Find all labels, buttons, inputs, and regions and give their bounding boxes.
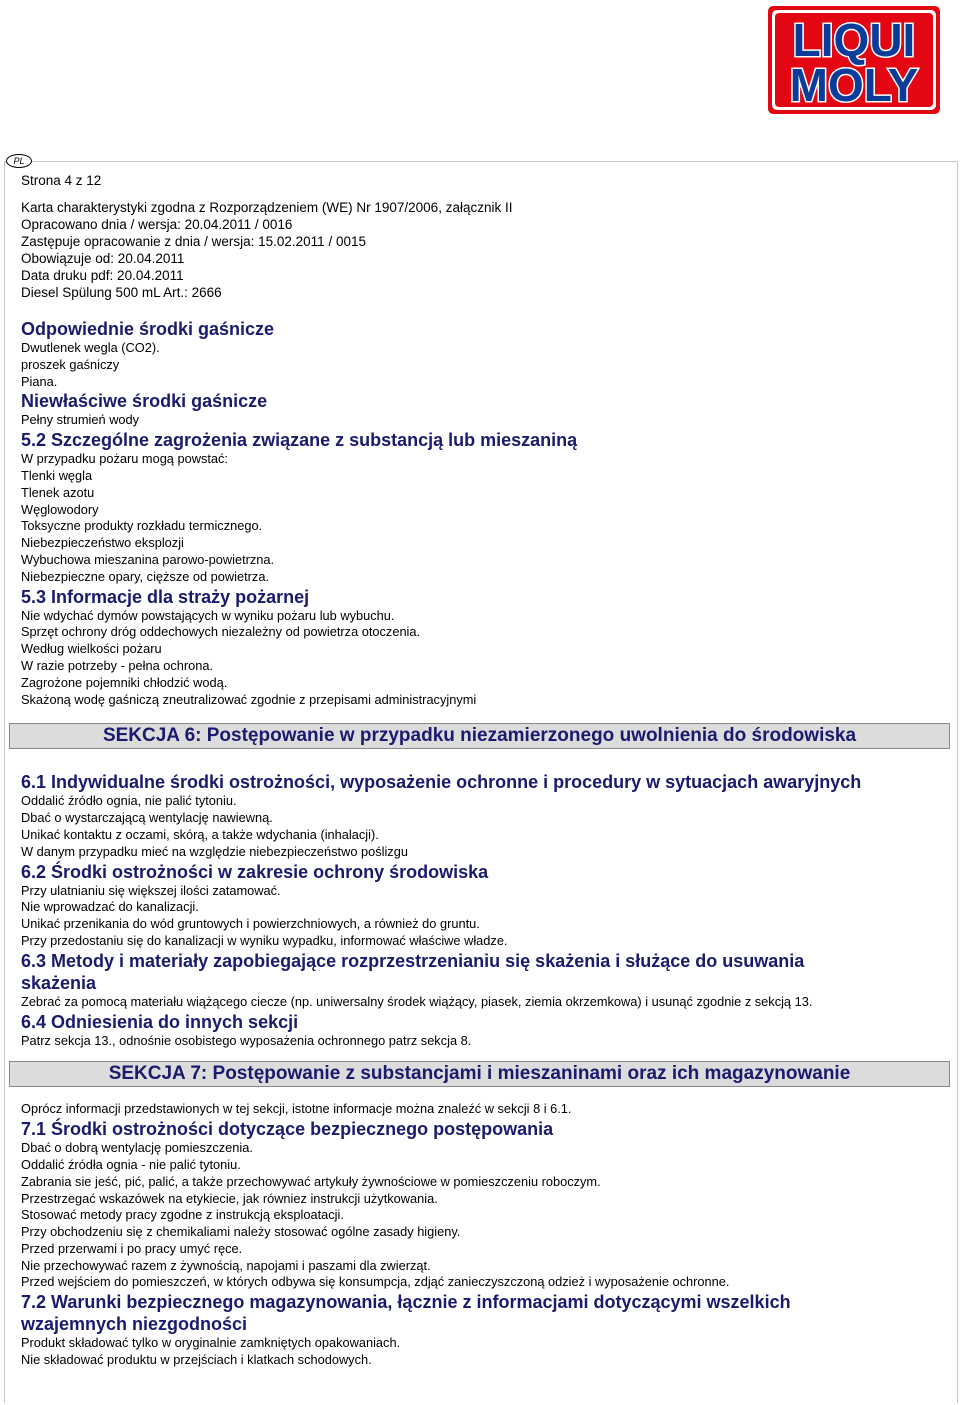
logo-text-moly: MOLY	[789, 59, 919, 111]
heading-5-2: 5.2 Szczególne zagrożenia związane z substancją lub mieszaniną	[21, 430, 578, 451]
heading-6-3-cont: skażenia	[21, 972, 97, 993]
replaces-version: Zastępuje opracowanie z dnia / wersja: 15.02.2011 / 0015	[21, 234, 366, 249]
text-line: Wybuchowa mieszanina parowo-powietrzna.	[21, 551, 275, 567]
heading-6-2: 6.2 Środki ostrożności w zakresie ochrony środowiska	[21, 861, 489, 882]
print-date: Data druku pdf: 20.04.2011	[21, 268, 184, 283]
heading-7-2: 7.2 Warunki bezpiecznego magazynowania, łącznie z informacjami dotyczącymi wszelkich	[21, 1292, 791, 1313]
product-name: Diesel Spülung 500 mL Art.: 2666	[21, 285, 222, 300]
text-line: W przypadku pożaru mogą powstać:	[21, 451, 228, 467]
text-line: Dbać o wystarczającą wentylację nawiewną.	[21, 810, 273, 826]
text-line: Unikać przenikania do wód gruntowych i powierzchniowych, a również do gruntu.	[21, 916, 480, 932]
text-line: Według wielkości pożaru	[21, 641, 162, 657]
heading-6-4: 6.4 Odniesienia do innych sekcji	[21, 1011, 299, 1032]
text-line: Toksyczne produkty rozkładu termicznego.	[21, 518, 263, 534]
heading-6-1: 6.1 Indywidualne środki ostrożności, wyposażenie ochronne i procedury w sytuacjach awaryjnych	[21, 772, 862, 793]
text-line: W danym przypadku mieć na względzie niebezpieczeństwo poślizgu	[21, 843, 408, 859]
text-line: Przy ulatnianiu się większej ilości zatamować.	[21, 882, 281, 898]
text-line: Przestrzegać wskazówek na etykiecie, jak równiez instrukcji użytkowania.	[21, 1190, 438, 1206]
text-line: W razie potrzeby - pełna ochrona.	[21, 657, 214, 673]
liqui-moly-logo	[766, 4, 942, 116]
text-line: Sprzęt ochrony dróg oddechowych niezależny od powietrza otoczenia.	[21, 624, 421, 640]
text-line: Węglowodory	[21, 501, 99, 517]
text-line: Piana.	[21, 373, 58, 389]
text-line: Zebrać za pomocą materiału wiążącego ciecze (np. uniwersalny środek wiążący, piasek, ziemia okrzemkowa) i usunąć zgodnie z sekcją 13.	[21, 993, 813, 1009]
language-badge: PL	[6, 154, 32, 168]
text-line: Nie przechowywać razem z żywnością, napojami i paszami dla zwierząt.	[21, 1257, 431, 1273]
text-line: Patrz sekcja 13., odnośnie osobistego wyposażenia ochronnego patrz sekcja 8.	[21, 1032, 472, 1048]
page-number: Strona 4 z 12	[21, 173, 102, 188]
heading-7-1: 7.1 Środki ostrożności dotyczące bezpiecznego postępowania	[21, 1119, 554, 1140]
unsuitable-media-heading: Niewłaściwe środki gaśnicze	[21, 391, 268, 412]
prepared-date: Opracowano dnia / wersja: 20.04.2011 / 0016	[21, 217, 293, 232]
document-title: Karta charakterystyki zgodna z Rozporządzeniem (WE) Nr 1907/2006, załącznik II	[21, 200, 513, 215]
valid-from: Obowiązuje od: 20.04.2011	[21, 251, 185, 266]
text-line: Przy obchodzeniu się z chemikaliami należy stosować ogólne zasady higieny.	[21, 1224, 461, 1240]
text-line: Dbać o dobrą wentylację pomieszczenia.	[21, 1140, 253, 1156]
section-6-bar: SEKCJA 6: Postępowanie w przypadku niezamierzonego uwolnienia do środowiska	[9, 723, 950, 749]
text-line: Nie wdychać dymów powstających w wyniku pożaru lub wybuchu.	[21, 607, 395, 623]
logo-text-liqui: LIQUI	[792, 14, 916, 66]
text-line: Przed przerwami i po pracy umyć ręce.	[21, 1240, 243, 1256]
heading-7-2-cont: wzajemnych niezgodności	[21, 1314, 248, 1335]
text-line: Przy przedostaniu się do kanalizacji w wyniku wypadku, informować właściwe władze.	[21, 932, 508, 948]
text-line: Nie wprowadzać do kanalizacji.	[21, 899, 199, 915]
text-line: Zagrożone pojemniki chłodzić wodą.	[21, 674, 228, 690]
text-line: Skażoną wodę gaśniczą zneutralizować zgodnie z przepisami administracyjnymi	[21, 691, 477, 707]
text-line: Stosować metody pracy zgodne z instrukcją eksploatacji.	[21, 1207, 344, 1223]
text-line: Zabrania sie jeść, pić, palić, a także przechowywać artykuły żywnościowe w pomieszczeniu roboczym.	[21, 1173, 601, 1189]
text-line: Tlenki węgla	[21, 467, 93, 483]
text-line: Przed wejściem do pomieszczeń, w których odbywa się konsumpcja, zdjąć zanieczyszczoną odzież i wyposażenie ochronne.	[21, 1274, 730, 1290]
text-line: Nie składować produktu w przejściach i klatkach schodowych.	[21, 1352, 372, 1368]
text-line: Oddalić źródła ognia - nie palić tytoniu.	[21, 1156, 241, 1172]
text-line: Niebezpieczne opary, cięższe od powietrza.	[21, 568, 270, 584]
text-line: Dwutlenek wegla (CO2).	[21, 340, 160, 355]
sds-content	[21, 318, 951, 1369]
text-line: Oddalić źródło ognia, nie palić tytoniu.	[21, 793, 237, 809]
suitable-media-heading: Odpowiednie środki gaśnicze	[21, 319, 275, 339]
text-line: proszek gaśniczy	[21, 356, 120, 372]
heading-6-3: 6.3 Metody i materiały zapobiegające rozprzestrzenianiu się skażenia i służące do usuwania	[21, 950, 805, 971]
text-line: Unikać kontaktu z oczami, skórą, a także wdychania (inhalacji).	[21, 826, 379, 842]
text-line: Produkt składować tylko w oryginalnie zamkniętych opakowaniach.	[21, 1335, 401, 1351]
section-7-intro: Oprócz informacji przedstawionych w tej sekcji, istotne informacje można znaleźć w sekcji 8 i 6.1.	[21, 1101, 572, 1117]
text-line: Pełny strumień wody	[21, 412, 140, 428]
text-line: Niebezpieczeństwo eksplozji	[21, 535, 184, 551]
section-7-bar: SEKCJA 7: Postępowanie z substancjami i mieszaninami oraz ich magazynowanie	[9, 1061, 950, 1087]
text-line: Tlenek azotu	[21, 484, 95, 500]
heading-5-3: 5.3 Informacje dla straży pożarnej	[21, 586, 310, 607]
